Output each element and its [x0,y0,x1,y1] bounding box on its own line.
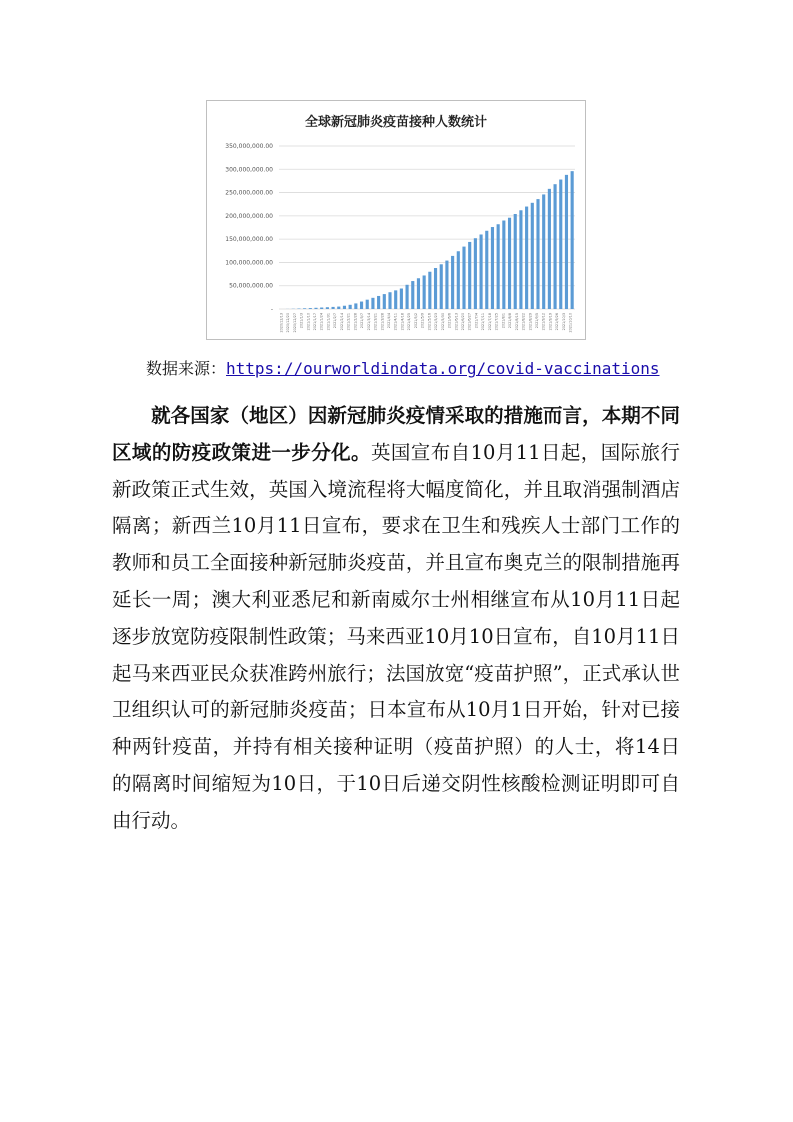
chart-bar [468,242,471,309]
chart-bar [309,308,312,309]
x-tick-label: 2021/8/1 [501,313,506,329]
x-tick-label: 2021/2/14 [339,313,344,331]
chart-bar [377,296,380,309]
chart-bars [286,171,574,309]
chart-bar [314,308,317,309]
chart-bar [485,231,488,309]
y-tick-label: 300,000,000.00 [225,166,273,174]
chart-bar [474,238,477,309]
chart-bar [423,275,426,309]
x-tick-label: 2021/2/21 [346,313,351,331]
x-tick-label: 2021/3/14 [366,313,371,331]
x-tick-label: 2021/6/20 [461,313,465,331]
x-tick-label: 2021/1/31 [326,313,331,331]
x-tick-label: 2021/6/27 [467,313,472,331]
x-tick-label: 2021/3/7 [360,313,365,329]
chart-bar [451,256,454,309]
x-tick-label: 2021/5/9 [420,313,425,329]
x-tick-label: 2021/5/2 [413,313,418,329]
chart-bar [440,264,443,309]
chart-bar [462,247,465,309]
chart-bar [445,261,448,309]
y-tick-label: 200,000,000.00 [225,212,273,220]
chart-bar [303,308,306,309]
x-tick-label: 2021/5/16 [427,313,432,331]
chart-bar [554,184,557,309]
x-tick-label: 2021/3/21 [373,313,378,331]
chart-bar [388,292,391,309]
x-tick-label: 2021/6/13 [454,313,459,331]
chart-bar [349,305,352,309]
paragraph-lead: 就各国家（地区）因新冠肺炎疫情采取的措施而言，本期不同区域的防疫政策进一步分化。 [112,404,680,464]
x-tick-label: 2021/5/23 [434,313,439,331]
x-tick-label: 2021/8/15 [514,313,519,331]
chart-bar [536,199,539,309]
y-tick-label: 100,000,000.00 [225,259,273,267]
chart-bar [371,298,374,309]
x-tick-label: 2021/6/6 [447,313,452,329]
x-tick-label: 2021/4/18 [400,313,405,331]
x-tick-label: 2021/2/7 [333,313,338,329]
x-tick-label: 2021/1/3 [299,313,304,329]
x-tick-label: 2020/12/20 [286,313,291,333]
chart-bar [428,272,431,309]
chart-bar [502,221,505,309]
y-tick-label: 150,000,000.00 [225,236,273,244]
x-tick-label: 2020/12/27 [292,313,297,333]
chart-bar [519,210,522,309]
x-tick-label: 2021/4/25 [407,313,412,331]
chart-bar [343,306,346,309]
chart-bar [480,234,483,309]
chart-gridlines [279,146,575,309]
x-tick-label: 2021/4/4 [387,313,391,329]
y-tick-label: 250,000,000.00 [225,189,273,197]
x-tick-label: 2021/9/19 [548,313,553,331]
x-tick-label: 2021/9/5 [535,313,539,329]
x-tick-label: 2021/1/10 [306,313,311,331]
chart-bar [531,203,534,309]
x-tick-label: 2021/9/26 [555,313,560,331]
chart-bar [548,189,551,309]
chart-canvas [207,101,585,339]
chart-bar [417,278,420,309]
x-tick-label: 2021/4/11 [393,313,398,331]
chart-x-axis [279,313,572,333]
x-tick-label: 2021/8/8 [508,313,513,329]
chart-bar [337,307,340,309]
chart-bar [354,303,357,309]
chart-bar [542,194,545,309]
chart-bar [411,281,414,309]
chart-bar [434,268,437,309]
chart-bar [406,285,409,309]
chart-bar [525,207,528,309]
chart-bar [320,308,323,309]
paragraph-body: 英国宣布自10月11日起，国际旅行新政策正式生效，英国入境流程将大幅度简化，并且取消强制酒店隔离；新西兰10月11日宣布，要求在卫生和残疾人士部门工作的教师和员工全面接种新冠肺炎疫苗，并且宣布奥克兰的限制措施再延长一周；澳大利亚悉尼和新南威尔士州相继宣布从10月11日起逐步放宽防疫限制性政策；马来西亚10月10日宣布，自10月11日起马来西亚民众获准跨州旅行；法国放宽“疫苗护照”，正式承认世卫组织认可的新冠肺炎疫苗；日本宣布从10月1日开始，针对已接种两针疫苗，并持有相关接种证明（疫苗护照）的人士，将14日的隔离时间缩短为10日，于10日后递交阴性核酸检测证明即可自由行动。 [112,440,680,832]
chart-bar [360,302,363,309]
x-tick-label: 2021/3/28 [380,313,385,331]
chart-bar [514,214,517,309]
x-tick-label: 2021/9/12 [541,313,546,331]
chart-bar [491,227,494,309]
chart-bar [497,224,500,309]
y-tick-label: 50,000,000.00 [229,282,273,290]
vaccination-chart [206,100,586,340]
x-tick-label: 2021/7/25 [494,313,499,331]
chart-bar [326,307,329,309]
chart-bar [457,251,460,309]
x-tick-label: 2020/12/13 [279,313,284,333]
chart-bar [332,307,335,309]
x-tick-label: 2021/7/11 [481,313,486,331]
x-tick-label: 2021/2/28 [353,313,358,331]
y-tick-label: - [270,306,273,313]
x-tick-label: 2021/1/17 [313,313,317,331]
x-tick-label: 2021/5/30 [440,313,445,331]
source-link[interactable]: https://ourworldindata.org/covid-vaccinations [226,359,660,378]
source-label: 数据来源： [146,359,227,378]
chart-y-axis [225,143,273,313]
chart-bar [383,294,386,309]
x-tick-label: 2021/8/22 [521,313,526,331]
chart-title: 全球新冠肺炎疫苗接种人数统计 [304,115,488,130]
chart-bar [400,289,403,309]
x-tick-label: 2021/8/29 [528,313,533,331]
chart-bar [366,300,369,309]
y-tick-label: 350,000,000.00 [225,143,273,150]
data-source-line [146,356,660,379]
body-paragraph [112,398,680,840]
x-tick-label: 2021/10/10 [568,313,573,333]
x-tick-label: 2021/7/18 [487,313,492,331]
chart-bar [394,290,397,309]
x-tick-label: 2021/1/24 [319,313,324,331]
x-tick-label: 2021/10/3 [561,313,566,331]
chart-bar [565,175,568,309]
x-tick-label: 2021/7/4 [474,313,479,329]
chart-bar [571,171,574,309]
chart-bar [508,218,511,309]
chart-bar [559,180,562,309]
